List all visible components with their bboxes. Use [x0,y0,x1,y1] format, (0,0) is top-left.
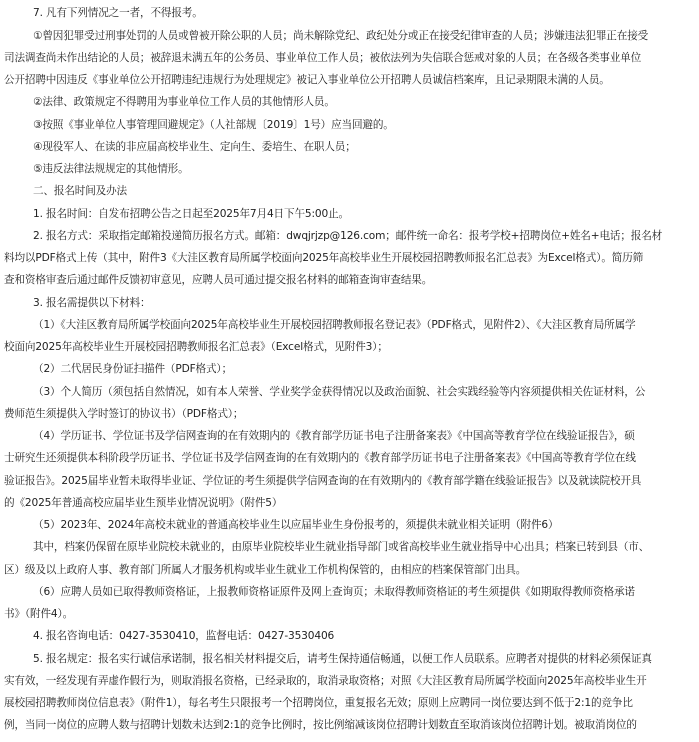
material-1-line-1: （1）《大洼区教育局所属学校面向2025年高校毕业生开展校园招聘教师报名登记表》（PDF格式，见附件2）、《大洼区教育局所属学 [33,319,636,331]
section-2-heading: 二、报名时间及办法 [33,185,127,197]
clause-1-line-3: 公开招聘中因违反《事业单位公开招聘违纪违规行为处理规定》被记入事业单位公开招聘人员诚信档案库，且记录期限未满的人员。 [4,74,610,86]
archive-note-line-1: 其中，档案仍保留在原毕业院校未就业的，由原毕业院校毕业生就业指导部门或省高校毕业生就业指导中心出具；档案已转到县（市、 [33,541,650,553]
archive-note-line-2: 区）级及以上政府人事、教育部门所属人才服务机构或毕业生就业工作机构保管的，由相应的档案保管部门出具。 [4,564,527,576]
contact-phones: 4. 报名咨询电话：0427-3530410，监督电话：0427-3530406 [33,630,335,642]
clause-3: ③按照《事业单位人事管理回避规定》（人社部规〔2019〕1号）应当回避的。 [33,119,394,131]
clause-1-line-1: ①曾因犯罪受过刑事处罚的人员或曾被开除公职的人员；尚未解除党纪、政纪处分或正在接受纪律审查的人员；涉嫌违法犯罪正在接受 [33,30,649,42]
clause-2: ②法律、政策规定不得聘用为事业单位工作人员的其他情形人员。 [33,96,335,108]
material-6-line-1: （6）应聘人员如已取得教师资格证，上报教师资格证原件及网上查询页；未取得教师资格证的考生须提供《如期取得教师资格承诺 [33,586,635,598]
material-3-line-2: 费师范生须提供入学时签订的协议书）（PDF格式）； [4,408,244,420]
material-4-line-3: 验证报告》。2025届毕业暂未取得毕业证、学位证的考生须提供学信网查询的在有效期内的《教育部学籍在线验证报告》以及就读院校开具 [4,475,642,487]
material-4-line-1: （4）学历证书、学位证书及学信网查询的在有效期内的《教育部学历证书电子注册备案表》《中国高等教育学位在线验证报告》，硕 [33,430,635,442]
registration-method-line-1: 2. 报名方式：采取指定邮箱投递简历报名方式。邮箱：dwqjrjzp@126.com；邮件统一命名：报考学校+招聘岗位+姓名+电话；报名材 [33,230,663,242]
rules-line-4: 例，当同一岗位的应聘人数与招聘计划数未达到2:1的竞争比例时，按比例缩减该岗位招聘计划数直至取消该岗位招聘计划。被取消岗位的 [4,719,637,731]
clause-5: ⑤违反法律法规规定的其他情形。 [33,163,189,175]
material-5: （5）2023年、2024年高校未就业的普通高校毕业生以应届毕业生身份报考的，须提供未就业相关证明（附件6） [33,519,559,531]
rules-line-3: 展校园招聘教师岗位信息表》（附件1），每名考生只限报考一个招聘岗位，重复报名无效；原则上应聘同一岗位要达到不低于2:1的竞争比 [4,697,633,709]
registration-method-line-3: 查和资格审查后通过邮件反馈初审意见，应聘人员可通过提交报名材料的邮箱查询审查结果。 [4,274,433,286]
material-2: （2）二代居民身份证扫描件（PDF格式）； [33,363,233,375]
materials-heading: 3. 报名需提供以下材料： [33,297,151,309]
material-6-line-2: 书》（附件4）。 [4,608,74,620]
rules-line-2: 实有效，一经发现有弄虚作假行为，则取消报名资格，已经录取的，取消录取资格；对照《大洼区教育局所属学校面向2025年高校毕业生开 [4,675,647,687]
clause-4: ④现役军人、在读的非应届高校毕业生、定向生、委培生、在职人员； [33,141,356,153]
registration-method-line-2: 料均以PDF格式上传（其中，附件3《大洼区教育局所属学校面向2025年高校毕业生开展校园招聘教师报名汇总表》为Excel格式）。简历筛 [4,252,644,264]
material-3-line-1: （3）个人简历（须包括自然情况，如有本人荣誉、学业奖学金获得情况以及政治面貌、社会实践经验等内容须提供相关佐证材料，公 [33,386,646,398]
item-7-heading: 7. 凡有下列情况之一者，不得报考。 [33,7,203,19]
registration-time: 1. 报名时间：自发布招聘公告之日起至2025年7月4日下午5:00止。 [33,208,349,220]
material-1-line-2: 校面向2025年高校毕业生开展校园招聘教师报名汇总表》（Excel格式，见附件3）； [4,341,388,353]
material-4-line-4: 的《2025年普通高校应届毕业生预毕业情况说明》（附件5） [4,497,283,509]
rules-line-1: 5. 报名规定：报名实行诚信承诺制，报名相关材料提交后，请考生保持通信畅通，以便工作人员联系。应聘者对提供的材料必须保证真 [33,653,652,665]
clause-1-line-2: 司法调查尚未作出结论的人员；被辞退未满五年的公务员、事业单位工作人员；被依法列为失信联合惩戒对象的人员；在各级各类事业单位 [4,52,642,64]
material-4-line-2: 士研究生还须提供本科阶段学历证书、学位证书及学信网查询的在有效期内的《教育部学历证书电子注册备案表》《中国高等教育学位在线 [4,452,636,464]
